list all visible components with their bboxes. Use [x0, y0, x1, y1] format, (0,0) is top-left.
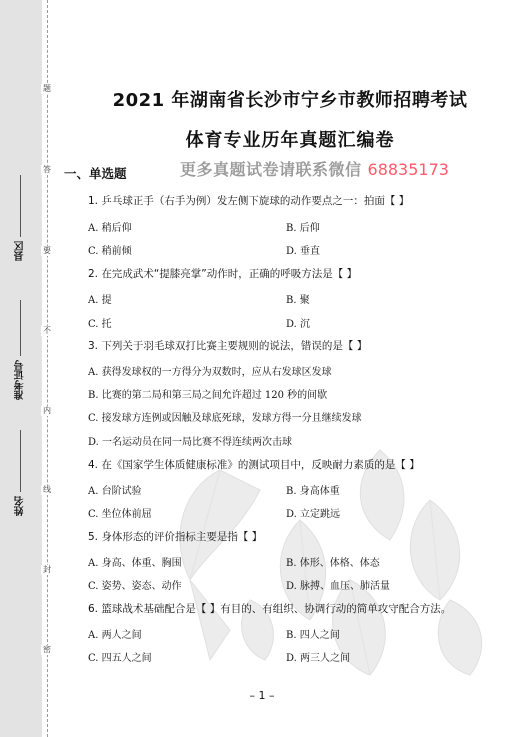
option-a[interactable]: A. 台阶试验	[88, 486, 142, 497]
promo-number: 68835173	[367, 160, 449, 179]
seal-char: 封	[43, 565, 51, 574]
section-title: 一、单选题	[64, 166, 127, 181]
seal-char: 密	[43, 645, 51, 654]
option-b[interactable]: B. 四人之间	[286, 630, 340, 641]
seal-char: 答	[43, 165, 51, 174]
question-stem: 6. 篮球战术基础配合是【 】有目的、有组织、协调行动的简单攻守配合方法。	[88, 603, 452, 615]
option-c[interactable]: C. 四五人之间	[88, 653, 152, 664]
name-underline	[20, 430, 21, 492]
exam-subtitle: 体育专业历年真题汇编卷	[185, 130, 395, 151]
option-a[interactable]: A. 身高、体重、胸围	[88, 558, 182, 569]
option-c[interactable]: C. 坐位体前屈	[88, 509, 152, 520]
county-label: 县区	[15, 241, 26, 261]
seal-char: 内	[43, 406, 51, 415]
question-stem: 2. 在完成武术“提膝亮掌”动作时，正确的呼吸方法是【 】	[88, 268, 358, 280]
seal-char: 题	[43, 84, 51, 93]
promo-text: 更多真题试卷请联系微信	[180, 160, 362, 179]
option-a[interactable]: A. 获得发球权的一方得分为双数时，应从右发球区发球	[88, 367, 332, 378]
option-d[interactable]: D. 两三人之间	[286, 653, 351, 664]
option-d[interactable]: D. 沉	[286, 319, 311, 330]
seal-char: 不	[43, 326, 51, 335]
option-a[interactable]: A. 提	[88, 295, 112, 306]
option-c[interactable]: C. 托	[88, 319, 112, 330]
option-b[interactable]: B. 身高体重	[286, 486, 340, 497]
option-c[interactable]: C. 姿势、姿态、动作	[88, 581, 182, 592]
option-b[interactable]: B. 聚	[286, 295, 310, 306]
name-field[interactable]	[4, 430, 38, 530]
option-b[interactable]: B. 比赛的第二局和第三局之间允许超过 120 秒的间歇	[88, 390, 328, 401]
name-label: 姓名	[15, 496, 26, 516]
option-a[interactable]: A. 两人之间	[88, 630, 142, 641]
option-d[interactable]: D. 一名运动员在同一局比赛不得连续两次击球	[88, 437, 293, 448]
seal-char: 要	[43, 246, 51, 255]
county-underline	[20, 175, 21, 237]
exam-number-field[interactable]	[4, 300, 38, 418]
seal-char: 线	[43, 485, 51, 494]
option-c[interactable]: C. 接发球方连例或因触及球底死球，发球方得一分且继续发球	[88, 413, 362, 424]
page-number: – 1 –	[249, 689, 275, 702]
question-stem: 3. 下列关于羽毛球双打比赛主要规则的说法，错误的是【 】	[88, 340, 368, 352]
option-a[interactable]: A. 稍后仰	[88, 223, 132, 234]
exam-number-underline	[20, 300, 21, 356]
seal-line	[47, 0, 48, 737]
option-d[interactable]: D. 脉搏、血压、肺活量	[286, 581, 391, 592]
question-stem: 5. 身体形态的评价指标主要是指【 】	[88, 531, 263, 543]
option-d[interactable]: D. 垂直	[286, 246, 321, 257]
option-b[interactable]: B. 后仰	[286, 223, 320, 234]
exam-number-label: 准考证号	[15, 360, 26, 400]
exam-title: 2021 年湖南省长沙市宁乡市教师招聘考试	[112, 90, 468, 111]
option-d[interactable]: D. 立定跳远	[286, 509, 341, 520]
question-stem: 4. 在《国家学生体质健康标准》的测试项目中，反映耐力素质的是【 】	[88, 459, 420, 471]
promo-banner	[180, 157, 449, 180]
option-c[interactable]: C. 稍前倾	[88, 246, 132, 257]
question-stem: 1. 乒乓球正手（右手为例）发左侧下旋球的动作要点之一：拍面【 】	[88, 195, 410, 207]
county-field[interactable]	[4, 175, 38, 275]
option-b[interactable]: B. 体形、体格、体态	[286, 558, 380, 569]
